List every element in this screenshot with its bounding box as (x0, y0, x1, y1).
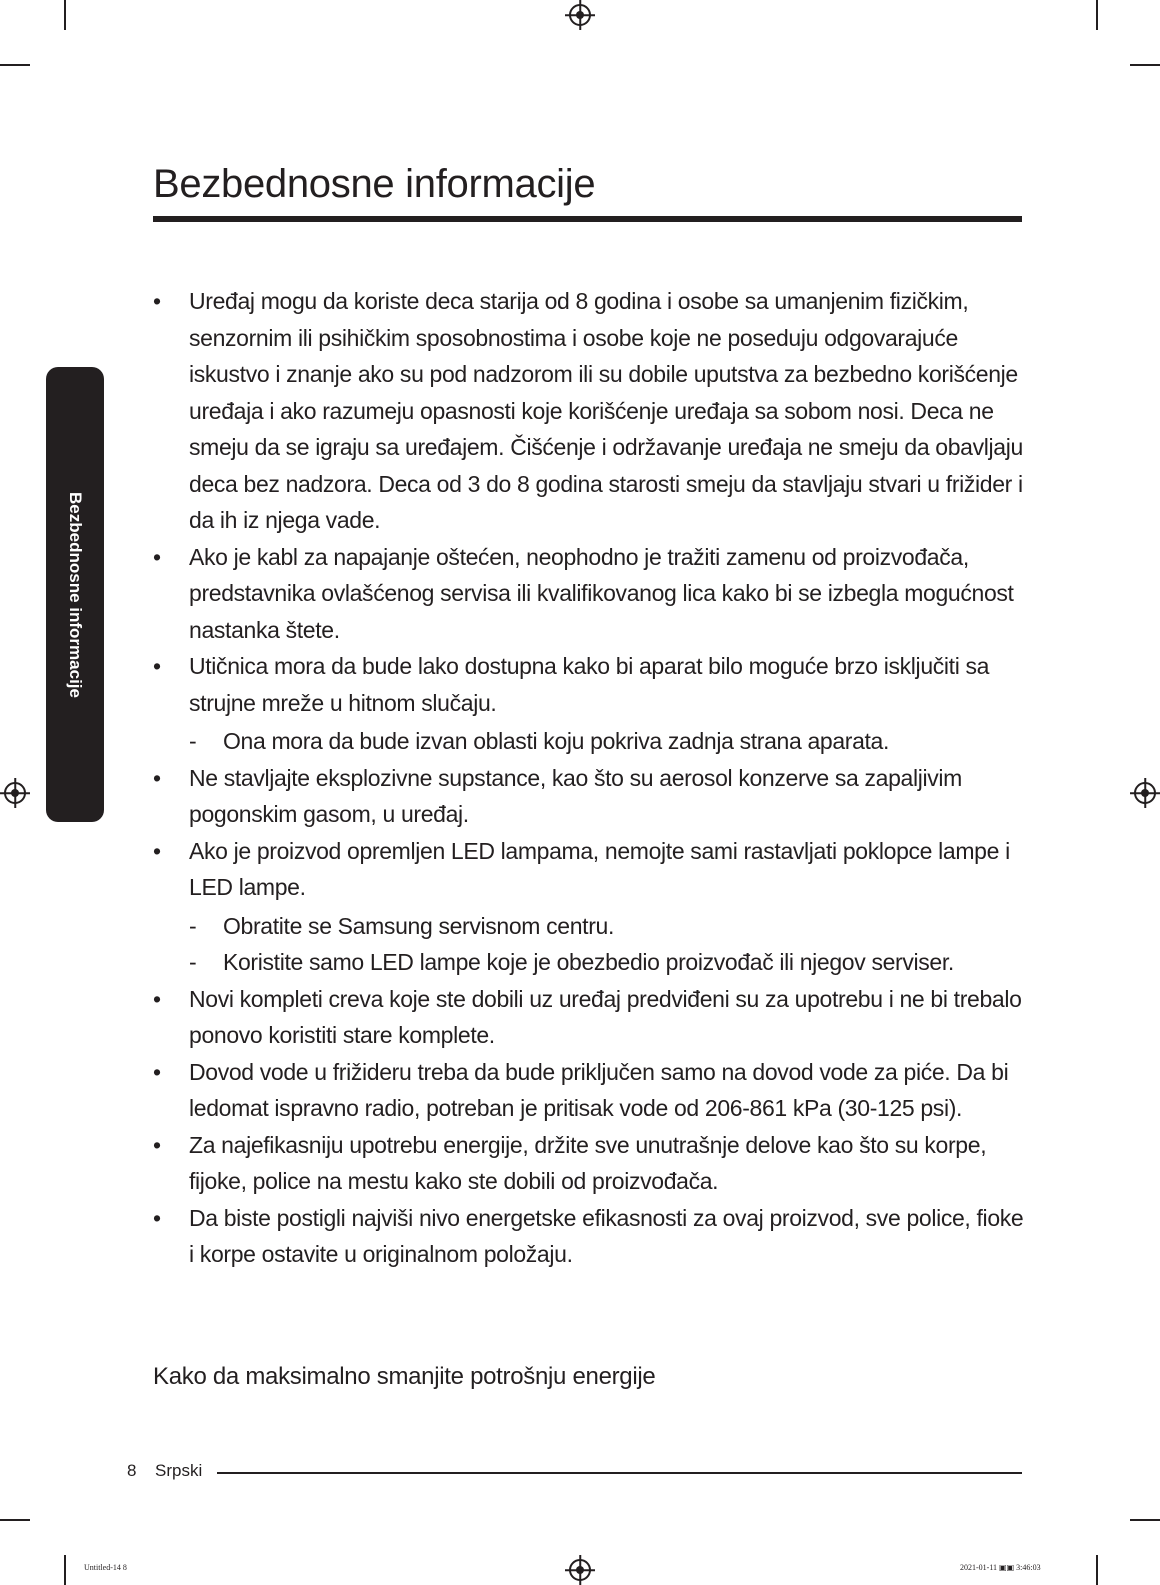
sub-marker: - (189, 912, 197, 939)
crop-mark (1130, 1519, 1160, 1521)
crop-mark (64, 0, 66, 30)
bullet-marker: • (153, 1204, 161, 1231)
bullet-item (153, 648, 1033, 760)
bullet-text: Ako je proizvod opremljen LED lampama, nemojte sami rastavljati poklopce lampe i LED lampe. (189, 837, 1010, 900)
registration-mark-icon (569, 4, 591, 26)
bullet-marker: • (153, 653, 161, 679)
bullet-marker: • (153, 764, 161, 791)
sub-marker: - (189, 728, 197, 754)
footer-language: Srpski (155, 1461, 203, 1480)
page-number: 8 (127, 1461, 137, 1480)
bullet-item (153, 760, 1033, 833)
bullet-text: Utičnica mora da bude lako dostupna kako bi aparat bilo moguće brzo isključiti sa strujne mreže u hitnom slučaju. (189, 653, 990, 716)
crop-mark (1096, 1555, 1098, 1585)
crop-mark (1130, 64, 1160, 66)
bullet-text: Da biste postigli najviši nivo energetske efikasnosti za ovaj proizvod, sve police, fioke i korpe ostavite u originalnom položaju. (189, 1204, 1024, 1267)
footer-rule (217, 1472, 1022, 1474)
title-rule (153, 216, 1022, 222)
bullet-marker: • (153, 288, 161, 314)
bullet-text: Za najefikasniju upotrebu energije, držite sve unutrašnje delove kao što su korpe, fijoke, police na mestu kako ste dobili od proizvođača. (189, 1131, 987, 1194)
bullet-marker: • (153, 985, 161, 1012)
bullet-text: Ne stavljajte eksplozivne supstance, kao što su aerosol konzerve sa zapaljivim pogonskim gasom, u uređaj. (189, 764, 962, 827)
crop-mark (1096, 0, 1098, 30)
page-title: Bezbednosne informacije (153, 162, 596, 206)
bullet-text: Novi kompleti creva koje ste dobili uz uređaj predviđeni su za upotrebu i ne bi trebalo ponovo koristiti stare komplete. (189, 985, 1022, 1048)
sub-text: Ona mora da bude izvan oblasti koju pokriva zadnja strana aparata. (223, 728, 890, 754)
sub-list (189, 908, 1033, 981)
bullet-item (153, 1127, 1033, 1200)
registration-mark-icon (4, 782, 26, 804)
bullet-marker: • (153, 1131, 161, 1158)
sub-list (189, 723, 1033, 760)
bullet-marker: • (153, 543, 161, 570)
bullet-marker: • (153, 1058, 161, 1085)
sub-text: Koristite samo LED lampe koje je obezbedio proizvođač ili njegov serviser. (223, 949, 954, 975)
print-slug-right: 2021-01-11 ▣▣ 3:46:03 (960, 1563, 1041, 1572)
side-tab (46, 367, 104, 822)
sub-marker: - (189, 949, 197, 975)
crop-mark (0, 1519, 30, 1521)
sub-text: Obratite se Samsung servisnom centru. (223, 912, 614, 939)
side-tab-label: Bezbednosne informacije (66, 491, 85, 698)
crop-mark (0, 64, 30, 66)
safety-bullet-list (153, 283, 1033, 1273)
sub-item (189, 723, 1033, 760)
bullet-item (153, 1200, 1033, 1273)
print-slug-left: Untitled-14 8 (84, 1563, 127, 1572)
section-heading: Kako da maksimalno smanjite potrošnju energije (153, 1363, 656, 1390)
sub-item (189, 908, 1033, 945)
bullet-text: Ako je kabl za napajanje oštećen, neophodno je tražiti zamenu od proizvođača, predstavnika ovlašćenog servisa ili kvalifikovanog lica kako bi se izbegla mogućnost nastanka štete. (189, 543, 1014, 643)
bullet-item (153, 981, 1033, 1054)
bullet-item (153, 283, 1033, 539)
bullet-text: Uređaj mogu da koriste deca starija od 8 godina i osobe sa umanjenim fizičkim, senzornim ili psihičkim sposobnostima i osobe koje ne poseduju odgovarajuće iskustvo i znanje ako su pod nadzorom ili su dobile uputstva za bezbedno korišćenje uređaja i ako razumeju opasnosti koje korišćenje uređaja sa sobom nosi. Deca ne smeju da se igraju sa uređajem. Čišćenje i održavanje uređaja ne smeju da obavljaju deca bez nadzora. Deca od 3 do 8 godina starosti smeju da stavljaju stvari u frižider i da ih iz njega vade. (189, 288, 1023, 533)
sub-item (189, 944, 1033, 981)
bullet-item (153, 1054, 1033, 1127)
bullet-item (153, 833, 1033, 981)
registration-mark-icon (1134, 782, 1156, 804)
crop-mark (64, 1555, 66, 1585)
bullet-text: Dovod vode u frižideru treba da bude priključen samo na dovod vode za piće. Da bi ledomat ispravno radio, potreban je pritisak vode od 206-861 kPa (30-125 psi). (189, 1058, 1009, 1121)
bullet-marker: • (153, 837, 161, 864)
safety-content (153, 283, 1033, 1273)
registration-mark-icon (569, 1559, 591, 1581)
bullet-item (153, 539, 1033, 649)
